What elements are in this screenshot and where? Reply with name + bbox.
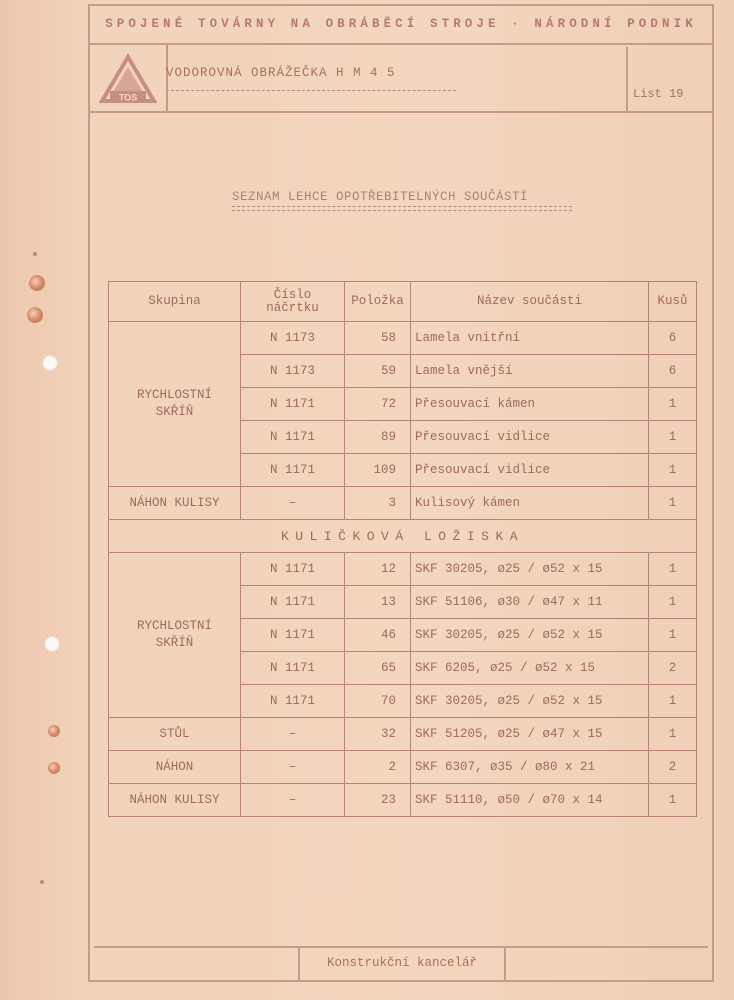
sketch-cell: – <box>241 718 345 751</box>
binder-rivet <box>48 762 60 774</box>
name-cell: SKF 6307, ø35 / ø80 x 21 <box>411 751 649 784</box>
sketch-cell: N 1171 <box>241 586 345 619</box>
qty-cell: 1 <box>649 421 697 454</box>
machine-title: VODOROVNÁ OBRÁŽEČKA H M 4 5 <box>166 66 456 91</box>
qty-cell: 2 <box>649 652 697 685</box>
tos-logo-icon <box>90 45 166 109</box>
sketch-cell: – <box>241 487 345 520</box>
header-sketch: Číslo náčrtku <box>241 282 345 322</box>
item-cell: 72 <box>345 388 411 421</box>
binder-rivet <box>29 275 45 291</box>
name-cell: Přesouvací vidlice <box>411 454 649 487</box>
name-cell: SKF 51205, ø25 / ø47 x 15 <box>411 718 649 751</box>
footer-office: Konstrukční kancelář <box>298 946 506 980</box>
group-cell: RYCHLOSTNÍ SKŘÍŇ <box>109 553 241 718</box>
name-cell: SKF 30205, ø25 / ø52 x 15 <box>411 553 649 586</box>
name-cell: SKF 51106, ø30 / ø47 x 11 <box>411 586 649 619</box>
paper-speck <box>40 880 44 884</box>
table-row <box>109 553 697 586</box>
header-qty: Kusů <box>649 282 697 322</box>
item-cell: 70 <box>345 685 411 718</box>
item-cell: 13 <box>345 586 411 619</box>
qty-cell: 1 <box>649 586 697 619</box>
company-name: SPOJENÉ TOVÁRNY NA OBRÁBĚCÍ STROJE · NÁRODNÍ PODNIK <box>90 5 712 45</box>
sketch-cell: N 1171 <box>241 421 345 454</box>
item-cell: 59 <box>345 355 411 388</box>
name-cell: Lamela vnější <box>411 355 649 388</box>
sketch-cell: – <box>241 751 345 784</box>
qty-cell: 1 <box>649 619 697 652</box>
qty-cell: 1 <box>649 388 697 421</box>
qty-cell: 1 <box>649 553 697 586</box>
table-header-row <box>109 282 697 322</box>
item-cell: 2 <box>345 751 411 784</box>
sheet-number: List 19 <box>633 87 684 101</box>
logo-cell <box>90 45 168 111</box>
section-header-row <box>109 520 697 553</box>
group-cell: STŮL <box>109 718 241 751</box>
qty-cell: 1 <box>649 685 697 718</box>
item-cell: 23 <box>345 784 411 817</box>
group-cell: NÁHON KULISY <box>109 487 241 520</box>
sheet-divider <box>626 47 628 111</box>
sketch-cell: N 1173 <box>241 355 345 388</box>
qty-cell: 2 <box>649 751 697 784</box>
header-group: Skupina <box>109 282 241 322</box>
sketch-cell: N 1171 <box>241 454 345 487</box>
item-cell: 109 <box>345 454 411 487</box>
name-cell: SKF 30205, ø25 / ø52 x 15 <box>411 685 649 718</box>
item-cell: 46 <box>345 619 411 652</box>
item-cell: 65 <box>345 652 411 685</box>
qty-cell: 1 <box>649 718 697 751</box>
sketch-cell: N 1171 <box>241 685 345 718</box>
qty-cell: 6 <box>649 355 697 388</box>
group-cell: RYCHLOSTNÍ SKŘÍŇ <box>109 322 241 487</box>
sketch-cell: N 1171 <box>241 619 345 652</box>
name-cell: SKF 6205, ø25 / ø52 x 15 <box>411 652 649 685</box>
header-name: Název součásti <box>411 282 649 322</box>
item-cell: 3 <box>345 487 411 520</box>
name-cell: SKF 51110, ø50 / ø70 x 14 <box>411 784 649 817</box>
name-cell: Lamela vnitřní <box>411 322 649 355</box>
logo-text: TOS <box>118 92 138 103</box>
table-row <box>109 784 697 817</box>
item-cell: 32 <box>345 718 411 751</box>
parts-table <box>108 281 697 817</box>
list-title: SEZNAM LEHCE OPOTŘEBITELNÝCH SOUČÁSTÍ <box>232 190 572 207</box>
item-cell: 58 <box>345 322 411 355</box>
table-row <box>109 718 697 751</box>
sketch-cell: N 1171 <box>241 652 345 685</box>
qty-cell: 1 <box>649 784 697 817</box>
sketch-cell: N 1171 <box>241 553 345 586</box>
punch-hole <box>44 636 60 652</box>
name-cell: Přesouvací kámen <box>411 388 649 421</box>
qty-cell: 1 <box>649 454 697 487</box>
punch-hole <box>42 355 58 371</box>
table-row <box>109 751 697 784</box>
name-cell: Přesouvací vidlice <box>411 421 649 454</box>
sketch-cell: – <box>241 784 345 817</box>
item-cell: 12 <box>345 553 411 586</box>
name-cell: SKF 30205, ø25 / ø52 x 15 <box>411 619 649 652</box>
header-item: Položka <box>345 282 411 322</box>
sketch-cell: N 1171 <box>241 388 345 421</box>
section-title: KULIČKOVÁ LOŽISKA <box>109 520 697 553</box>
sketch-cell: N 1173 <box>241 322 345 355</box>
binder-rivet <box>27 307 43 323</box>
qty-cell: 6 <box>649 322 697 355</box>
table-row <box>109 487 697 520</box>
item-cell: 89 <box>345 421 411 454</box>
binder-rivet <box>48 725 60 737</box>
table-row <box>109 322 697 355</box>
group-cell: NÁHON <box>109 751 241 784</box>
group-cell: NÁHON KULISY <box>109 784 241 817</box>
paper-speck <box>33 252 37 256</box>
qty-cell: 1 <box>649 487 697 520</box>
name-cell: Kulisový kámen <box>411 487 649 520</box>
title-underline <box>232 210 572 211</box>
